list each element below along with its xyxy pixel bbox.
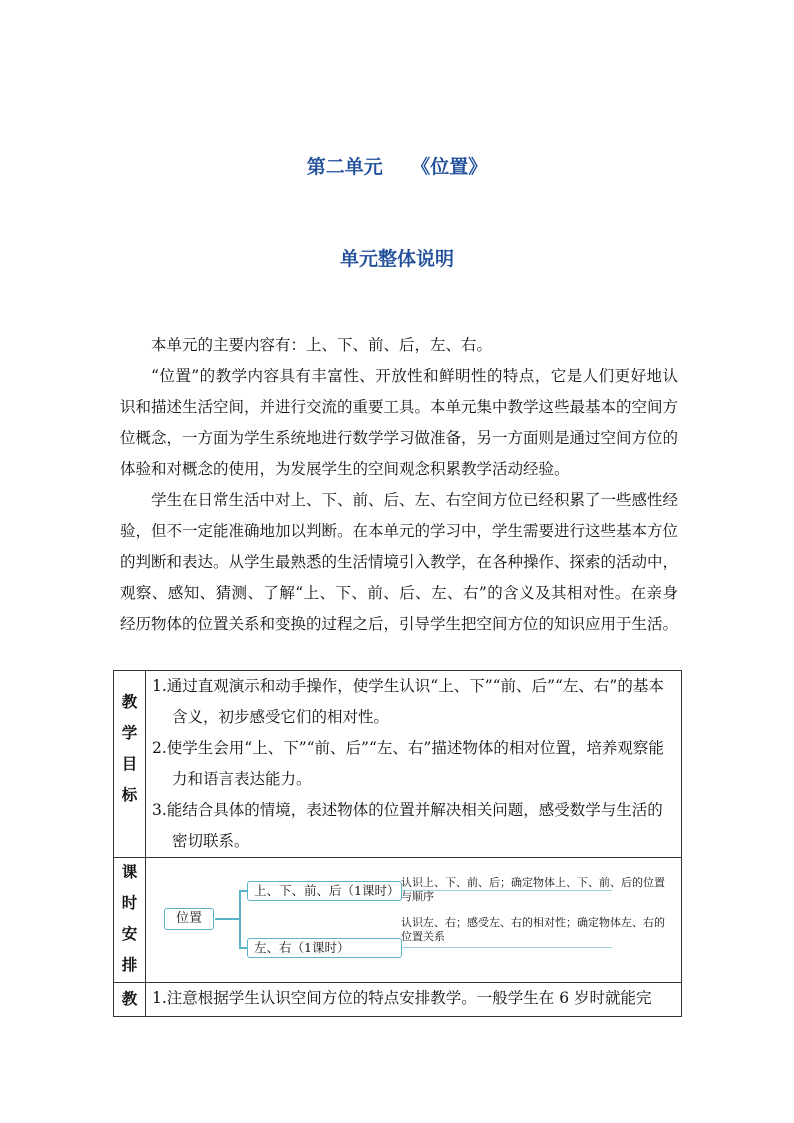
connector-line xyxy=(239,890,241,948)
label-char: 时 xyxy=(121,894,138,912)
goals-content xyxy=(146,671,682,858)
schedule-row xyxy=(114,858,682,983)
label-char: 教 xyxy=(121,693,138,711)
connector-line xyxy=(215,918,239,920)
unit-title: 第二单元 《位置》 xyxy=(306,156,488,178)
suggestions-row xyxy=(114,983,682,1017)
unit-plan-table xyxy=(113,670,682,1017)
label-char: 安 xyxy=(121,925,138,943)
paragraph: 学生在日常生活中对上、下、前、后、左、右空间方位已经积累了一些感性经验，但不一定能准确地加以判断。在本单元的学习中，学生需要进行这些基本方位的判断和表达。从学生最熟悉的生活情境引入教学，在各种操作、探索的活动中，观察、感知、猜测、了解“上、下、前、后、左、右”的含义及其相对性。在亲身经历物体的位置关系和变换的过程之后，引导学生把空间方位的知识应用于生活。 xyxy=(120,491,679,633)
connector-line xyxy=(402,947,612,948)
suggestions-content xyxy=(146,983,682,1017)
connector-line xyxy=(239,890,247,892)
goals-label xyxy=(114,671,146,858)
goal-item: 1.通过直观演示和动手操作，使学生认识“上、下”“前、后”“左、右”的基本含义，初步感受它们的相对性。 xyxy=(152,677,664,726)
paragraph: 本单元的主要内容有：上、下、前、后，左、右。 xyxy=(151,336,493,354)
suggestions-label xyxy=(114,983,146,1017)
label-char: 目 xyxy=(121,755,138,773)
paragraph: “位置”的教学内容具有丰富性、开放性和鲜明性的特点，它是人们更好地认识和描述生活空间，并进行交流的重要工具。本单元集中教学这些最基本的空间方位概念，一方面为学生系统地进行数学学习做准备，另一方面则是通过空间方位的体验和对概念的使用，为发展学生的空间观念积累教学活动经验。 xyxy=(120,367,679,478)
branch-node: 上、下、前、后（1课时） xyxy=(247,881,402,901)
root-node: 位置 xyxy=(164,908,214,930)
intro-text xyxy=(120,330,678,640)
label-char: 排 xyxy=(121,956,138,974)
branch-note: 认识左、右；感受左、右的相对性；确定物体左、右的位置关系 xyxy=(401,916,665,943)
label-char: 标 xyxy=(121,786,138,804)
goals-row xyxy=(114,671,682,858)
label-char: 课 xyxy=(121,863,138,881)
schedule-label xyxy=(114,858,146,983)
label-char: 教 xyxy=(121,990,138,1008)
branch-node: 左、右（1课时） xyxy=(247,938,402,958)
goal-item: 2.使学生会用“上、下”“前、后”“左、右”描述物体的相对位置，培养观察能力和语言表达能力。 xyxy=(152,739,664,788)
goal-item: 3.能结合具体的情境，表述物体的位置并解决相关问题，感受数学与生活的密切联系。 xyxy=(152,801,663,850)
connector-line xyxy=(239,947,247,949)
section-title: 单元整体说明 xyxy=(339,248,454,270)
suggestion-item: 1.注意根据学生认识空间方位的特点安排教学。一般学生在 6 岁时就能完 xyxy=(152,989,652,1007)
schedule-diagram xyxy=(146,858,682,983)
label-char: 学 xyxy=(121,724,138,742)
branch-note: 认识上、下、前、后；确定物体上、下、前、后的位置与顺序 xyxy=(401,876,665,903)
